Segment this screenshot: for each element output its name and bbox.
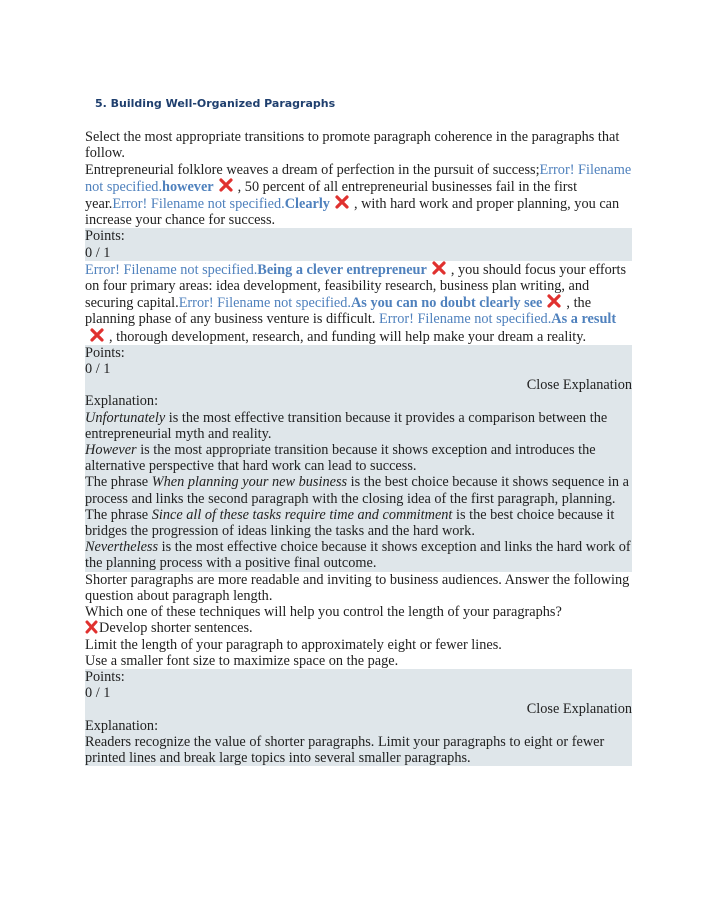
points-label: Points: (85, 228, 125, 245)
error-text: Error! Filename not specified. (85, 261, 258, 278)
explanation-box (85, 669, 632, 766)
text: , the planning phase of any business venture is difficult. (85, 295, 592, 328)
red-x-icon (431, 261, 447, 275)
answer-2[interactable]: Clearly (284, 196, 330, 213)
text: , you should focus your efforts on four primary areas: idea development, feasibility research, business plan writing, and securing capital. (85, 261, 627, 312)
explanation-label: Explanation: (85, 717, 159, 734)
red-x-icon (334, 195, 350, 209)
answer-4[interactable]: As you can no doubt clearly see (350, 295, 543, 312)
explanation-item (85, 410, 632, 442)
section-heading: 5. Building Well-Organized Paragraphs (95, 97, 336, 110)
document-page (85, 96, 632, 766)
points-label: Points: (85, 344, 125, 361)
explanation-item (85, 474, 632, 506)
answer-option-selected[interactable] (85, 620, 632, 636)
em: Nevertheless (85, 539, 159, 556)
error-text: Error! Filename not specified. (378, 311, 552, 328)
text: , 50 percent of all entrepreneurial businesses fail in the first year. (85, 178, 578, 213)
error-text: Error! Filename not specified. (85, 161, 632, 195)
answer-5[interactable]: As a result (551, 311, 617, 328)
q1-paragraph-2 (85, 261, 632, 345)
points-value: 0 / 1 (85, 244, 111, 261)
answer-option[interactable]: Limit the length of your paragraph to approximately eight or fewer lines. (85, 636, 502, 653)
answer-1[interactable]: however (162, 178, 214, 195)
text: The phrase (85, 474, 152, 491)
error-text: Error! Filename not specified. (178, 295, 351, 312)
em: When planning your new business (151, 474, 348, 491)
points-value: 0 / 1 (85, 685, 111, 702)
explanation-item (85, 507, 632, 539)
em: However (85, 442, 137, 459)
close-explanation-link[interactable]: Close Explanation (526, 701, 632, 718)
option-label: Develop shorter sentences. (99, 620, 253, 637)
q1-instructions: Select the most appropriate transitions to promote paragraph coherence in the paragraphs that follow. (85, 129, 620, 162)
text: The phrase (85, 506, 152, 523)
text: Entrepreneurial folklore weaves a dream of perfection in the pursuit of success; (85, 161, 540, 178)
text: is the most appropriate transition because it shows exception and introduces the alternative perspective that hard work can lead to success. (85, 442, 596, 475)
red-x-icon (89, 328, 105, 342)
em: Since all of these tasks require time and commitment (151, 506, 453, 523)
text: , with hard work and proper planning, you can increase your chance for success. (85, 196, 620, 229)
explanation-item (85, 442, 632, 474)
em: Unfortunately (85, 409, 166, 426)
answer-3[interactable]: Being a clever entrepreneur (257, 261, 427, 278)
text: is the best choice because it bridges the progression of ideas linking the tasks and the hard work. (85, 506, 615, 540)
red-x-icon (218, 178, 234, 192)
text: is the most effective transition because it provides a comparison between the entrepreneurial myth and reality. (85, 409, 608, 442)
answer-option[interactable]: Use a smaller font size to maximize space on the page. (85, 652, 399, 669)
q2-question: Which one of these techniques will help you control the length of your paragraphs? (85, 604, 562, 621)
text: is the best choice because it shows sequence in a process and links the second paragraph with the closing idea of the first paragraph, planning. (85, 474, 629, 507)
points-value: 0 / 1 (85, 361, 111, 378)
q1-paragraph-1 (85, 162, 632, 229)
close-explanation-link[interactable]: Close Explanation (526, 377, 632, 394)
text: is the most effective choice because it shows exception and links the hard work of the planning process with a positive final outcome. (85, 539, 631, 572)
explanation-box (85, 345, 632, 572)
explanation-item (85, 539, 632, 571)
error-text: Error! Filename not specified. (112, 196, 285, 213)
points-label: Points: (85, 668, 125, 685)
red-x-icon (85, 620, 98, 634)
text: , thorough development, research, and funding will help make your dream a reality. (109, 328, 587, 345)
explanation-label: Explanation: (85, 393, 159, 410)
explanation-text: Readers recognize the value of shorter paragraphs. Limit your paragraphs to eight or fewer printed lines and break large topics into several smaller paragraphs. (85, 733, 605, 766)
red-x-icon (546, 294, 562, 308)
q2-intro: Shorter paragraphs are more readable and inviting to business audiences. Answer the following question about paragraph length. (85, 571, 630, 604)
points-box (85, 228, 632, 260)
